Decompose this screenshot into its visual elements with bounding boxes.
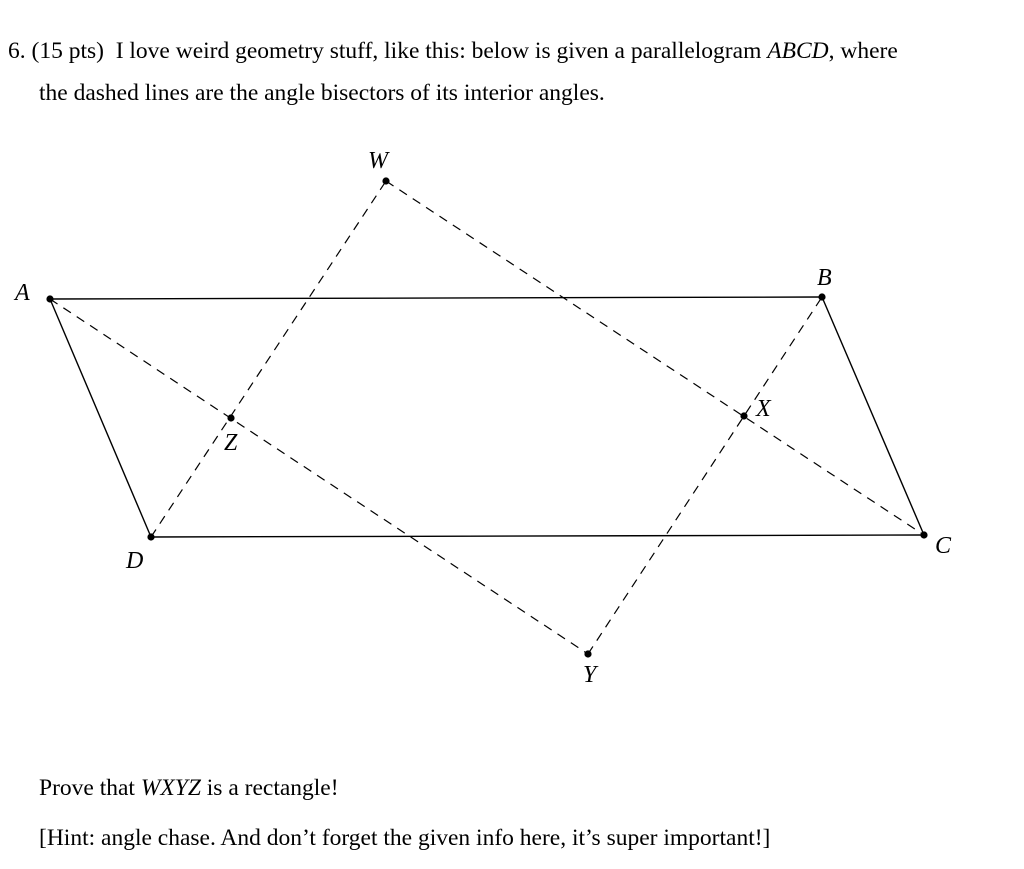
parallelogram-name: ABCD: [767, 38, 829, 64]
problem-text-1-tail: , where: [828, 38, 898, 64]
prove-suffix: is a rectangle!: [206, 775, 339, 801]
prove-prefix: Prove that: [39, 775, 135, 801]
prove-statement: [39, 768, 339, 808]
parallelogram-abcd: [50, 297, 924, 537]
points: [46, 177, 927, 657]
label-y: Y: [583, 662, 597, 688]
point-a: [46, 295, 53, 302]
point-c: [920, 531, 927, 538]
side-da: [50, 299, 151, 537]
label-a: A: [15, 280, 30, 306]
bisector-c: [386, 181, 924, 535]
label-z: Z: [224, 430, 238, 456]
point-y: [584, 650, 591, 657]
side-bc: [822, 297, 924, 535]
label-w: W: [368, 148, 388, 174]
side-ab: [50, 297, 822, 299]
label-d: D: [126, 548, 144, 574]
label-b: B: [817, 265, 832, 291]
problem-text-1: I love weird geometry stuff, like this: below is given a parallelogram: [115, 38, 762, 64]
hint-text: [Hint: angle chase. And don’t forget the given info here, it’s super important!]: [39, 825, 771, 851]
point-d: [147, 533, 154, 540]
label-c: C: [935, 533, 952, 559]
point-z: [227, 414, 234, 421]
problem-line-2: the dashed lines are the angle bisectors of its interior angles.: [39, 80, 605, 106]
bisector-a: [50, 299, 588, 654]
bisector-d: [151, 181, 386, 537]
prove-shape: WXYZ: [140, 775, 201, 801]
point-b: [818, 293, 825, 300]
problem-points: (15 pts): [31, 38, 104, 64]
point-w: [382, 177, 389, 184]
label-x: X: [756, 396, 771, 422]
side-cd: [151, 535, 924, 537]
bisector-b: [588, 297, 822, 654]
angle-bisectors: [50, 181, 924, 654]
problem-number: 6.: [8, 38, 26, 64]
point-x: [740, 412, 747, 419]
